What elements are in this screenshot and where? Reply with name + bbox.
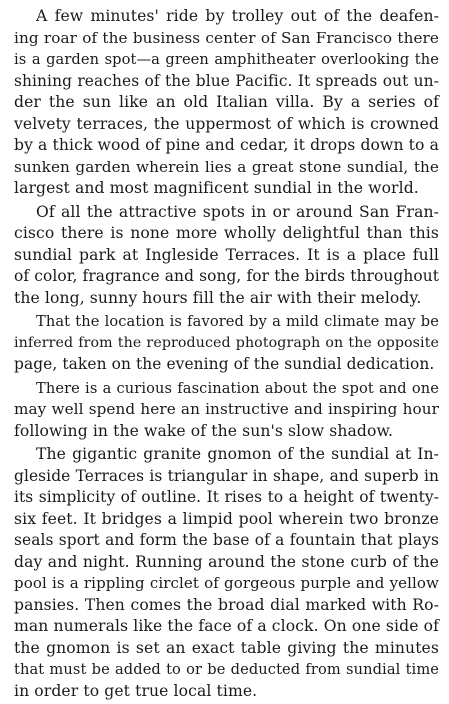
paragraph-5 <box>14 444 439 702</box>
text-line: The gigantic granite gnomon of the sundial at In- <box>36 445 439 463</box>
text-line: may well spend here an instructive and inspiring hour <box>14 400 439 418</box>
text-line: is a garden spot—a green amphitheater overlooking the <box>14 51 439 68</box>
text-line: Of all the attractive spots in or around San Fran- <box>36 202 439 221</box>
text-line: A few minutes' ride by trolley out of the deafen- <box>36 7 439 25</box>
text-line: page, taken on the evening of the sundial dedication. <box>14 355 435 373</box>
text-line: inferred from the reproduced photograph on the opposite <box>14 334 439 351</box>
text-line: seals sport and form the base of a fountain that plays <box>14 531 439 549</box>
text-line: There is a curious fascination about the spot and one <box>36 379 439 397</box>
text-line: velvety terraces, the uppermost of which is crowned <box>14 114 439 133</box>
paragraph-3 <box>14 311 439 376</box>
text-line: the gnomon is set an exact table giving the minutes <box>14 638 439 657</box>
text-line: sunken garden wherein lies a great stone sundial, the <box>14 157 439 176</box>
text-line: ing roar of the business center of San Francisco there <box>14 28 439 47</box>
text-line: its simplicity of outline. It rises to a height of twenty- <box>14 488 439 506</box>
text-line: largest and most magnificent sundial in the world. <box>14 179 419 197</box>
text-line: shining reaches of the blue Pacific. It spreads out un- <box>14 71 439 90</box>
text-line: cisco there is none more wholly delightful than this <box>14 224 439 242</box>
text-line: six feet. It bridges a limpid pool wherein two bronze <box>14 509 439 528</box>
text-line: in order to get true local time. <box>14 681 258 700</box>
text-line: pool is a rippling circlet of gorgeous purple and yellow <box>14 574 439 592</box>
text-line: that must be added to or be deducted from sundial time <box>14 661 439 678</box>
paragraph-4 <box>14 378 439 443</box>
text-line: following in the wake of the sun's slow shadow. <box>14 421 394 440</box>
text-line: gleside Terraces is triangular in shape, and superb in <box>14 466 439 485</box>
document-page <box>14 0 439 704</box>
text-line: of color, fragrance and song, for the birds throughout <box>14 267 439 285</box>
text-line: sundial park at Ingleside Terraces. It is a place full <box>14 245 439 264</box>
text-line: by a thick wood of pine and cedar, it drops down to a <box>14 136 439 154</box>
text-line: the long, sunny hours fill the air with their melody. <box>14 288 422 307</box>
text-line: man numerals like the face of a clock. On one side of <box>14 617 439 635</box>
paragraph-1 <box>14 6 439 200</box>
text-line: der the sun like an old Italian villa. By a series of <box>14 93 439 111</box>
text-line: day and night. Running around the stone curb of the <box>14 552 439 571</box>
paragraph-2 <box>14 202 439 310</box>
text-line: That the location is favored by a mild climate may be <box>36 313 439 330</box>
text-line: pansies. Then comes the broad dial marked with Ro- <box>14 595 439 614</box>
